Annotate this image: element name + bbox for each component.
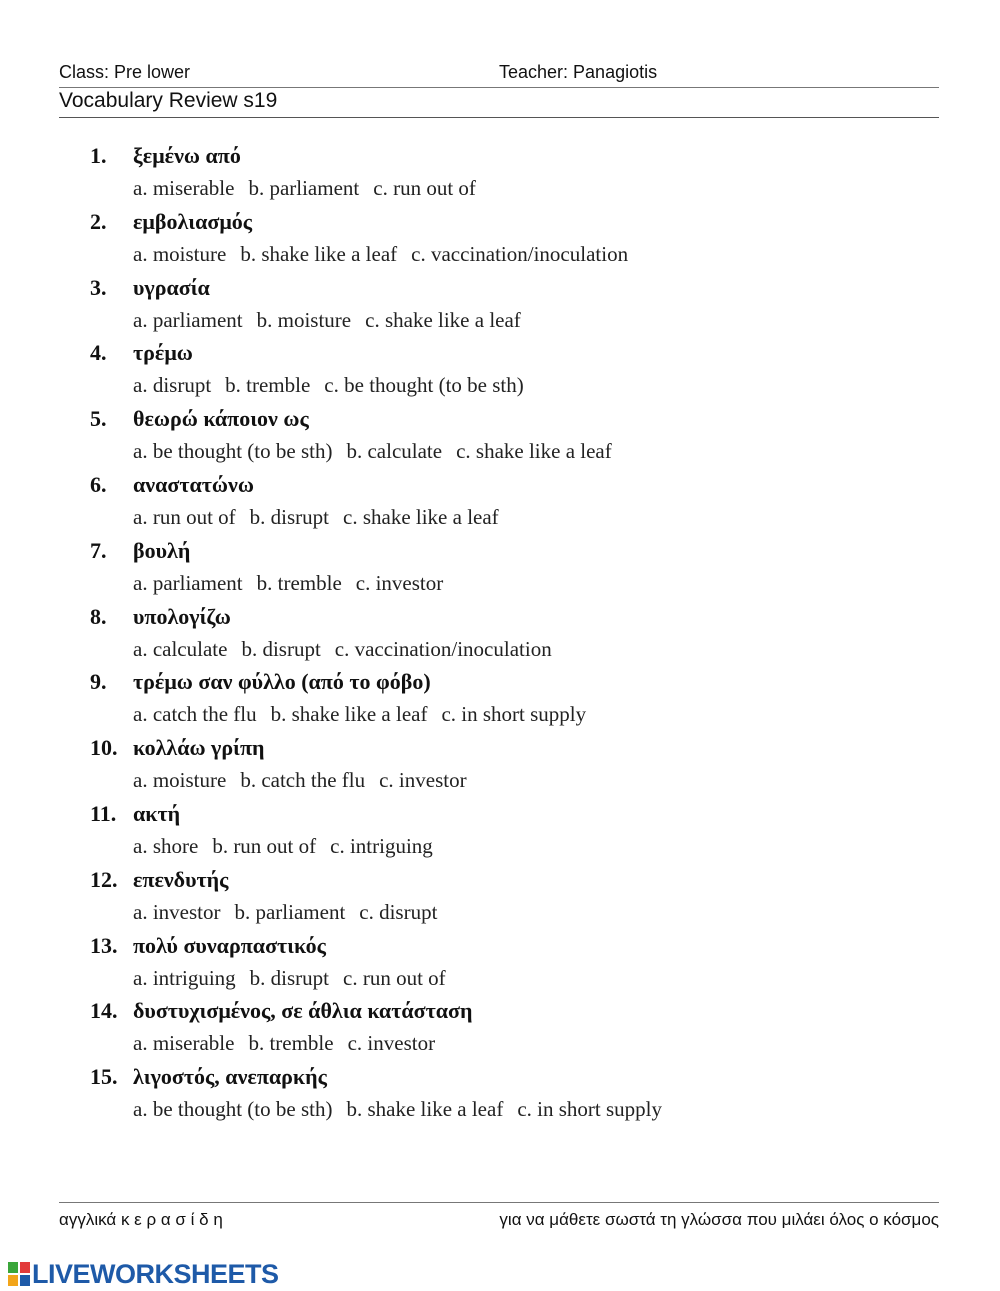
question-number: 14. <box>90 998 118 1024</box>
class-label: Class: Pre lower <box>59 62 191 82</box>
question-text: δυστυχισμένος, σε άθλια κατάσταση <box>133 998 473 1024</box>
question-item <box>0 406 1000 472</box>
answer-options <box>133 308 535 333</box>
question-item <box>0 933 1000 999</box>
answer-option[interactable]: a. catch the flu <box>133 702 257 727</box>
question-item <box>0 538 1000 604</box>
question-text: ξεμένω από <box>133 143 241 168</box>
answer-options <box>133 1097 676 1122</box>
question-item <box>0 275 1000 341</box>
answer-option[interactable]: b. tremble <box>225 373 311 398</box>
answer-option[interactable]: b. moisture <box>256 307 352 332</box>
liveworksheets-logo[interactable] <box>8 1259 279 1289</box>
answer-option[interactable]: b. tremble <box>248 1031 334 1056</box>
logo-text: LIVEWORKSHEETS <box>32 1258 279 1289</box>
teacher-label: Teacher: Panagiotis <box>499 62 658 82</box>
question-number: 12. <box>90 866 118 892</box>
answer-options <box>133 176 490 201</box>
answer-option[interactable]: a. investor <box>133 899 221 924</box>
question-text: υγρασία <box>133 274 210 300</box>
question-number: 2. <box>90 208 107 234</box>
question-number: 11. <box>90 800 117 826</box>
footer-right-text: για να μάθετε σωστά τη γλώσσα που μιλάει όλος ο κόσμος <box>499 1210 939 1229</box>
question-text: βουλή <box>133 537 191 563</box>
answer-option[interactable]: a. intriguing <box>133 965 236 990</box>
question-text: αναστατώνω <box>133 471 254 497</box>
question-number: 5. <box>90 406 107 432</box>
worksheet-header <box>59 62 939 86</box>
question-number: 3. <box>90 274 107 300</box>
answer-options <box>133 900 451 925</box>
answer-option[interactable]: b. shake like a leaf <box>346 1097 504 1122</box>
question-item <box>0 867 1000 933</box>
answer-options <box>133 439 626 464</box>
answer-option[interactable]: c. investor <box>379 768 467 793</box>
question-text: κολλάω γρίπη <box>133 735 265 761</box>
answer-option[interactable]: b. disrupt <box>249 504 329 529</box>
question-text: τρέμω <box>133 340 193 366</box>
question-item <box>0 735 1000 801</box>
question-text: θεωρώ κάποιον ως <box>133 406 309 432</box>
answer-option[interactable]: c. in short supply <box>517 1097 662 1122</box>
answer-option[interactable]: a. miserable <box>133 176 235 200</box>
answer-options <box>133 768 481 793</box>
answer-option[interactable]: a. run out of <box>133 504 236 529</box>
answer-option[interactable]: c. shake like a leaf <box>365 307 521 332</box>
question-text: πολύ συναρπαστικός <box>133 932 326 958</box>
title-divider <box>59 117 939 118</box>
answer-options <box>133 637 566 662</box>
answer-option[interactable]: c. intriguing <box>330 833 433 858</box>
answer-option[interactable]: b. shake like a leaf <box>270 702 428 727</box>
question-text: υπολογίζω <box>133 603 231 629</box>
answer-options <box>133 505 513 530</box>
question-text: ακτή <box>133 800 181 826</box>
page-title: Vocabulary Review s19 <box>59 89 278 112</box>
answer-options <box>133 1031 449 1056</box>
question-item <box>0 801 1000 867</box>
answer-option[interactable]: c. run out of <box>373 176 476 200</box>
answer-option[interactable]: c. shake like a leaf <box>456 439 612 464</box>
answer-option[interactable]: c. vaccination/inoculation <box>334 636 552 661</box>
question-item <box>0 998 1000 1064</box>
question-list <box>0 143 1000 1130</box>
question-number: 13. <box>90 932 118 958</box>
answer-option[interactable]: b. disrupt <box>241 636 321 661</box>
header-divider <box>59 87 939 88</box>
question-text: εμβολιασμός <box>133 208 253 234</box>
answer-option[interactable]: a. shore <box>133 833 199 858</box>
answer-option[interactable]: c. vaccination/inoculation <box>411 241 629 266</box>
answer-option[interactable]: a. moisture <box>133 241 227 266</box>
answer-option[interactable]: c. run out of <box>343 965 446 990</box>
question-number: 10. <box>90 735 118 761</box>
question-item <box>0 472 1000 538</box>
answer-option[interactable]: c. in short supply <box>441 702 587 727</box>
question-number: 15. <box>90 1064 118 1090</box>
answer-option[interactable]: a. be thought (to be sth) <box>133 1097 333 1122</box>
question-text: λιγοστός, ανεπαρκής <box>133 1064 327 1090</box>
question-number: 6. <box>90 471 107 497</box>
answer-option[interactable]: a. miserable <box>133 1031 235 1056</box>
question-number: 1. <box>90 143 107 168</box>
question-number: 4. <box>90 340 107 366</box>
question-item <box>0 143 1000 209</box>
question-item <box>0 604 1000 670</box>
answer-option[interactable]: b. catch the flu <box>240 768 366 793</box>
question-text: επενδυτής <box>133 866 229 892</box>
answer-option[interactable]: b. calculate <box>346 439 443 464</box>
answer-options <box>133 373 538 398</box>
answer-option[interactable]: b. disrupt <box>249 965 329 990</box>
answer-options <box>133 571 457 596</box>
answer-option[interactable]: c. be thought (to be sth) <box>324 373 524 398</box>
answer-option[interactable]: a. parliament <box>133 570 243 595</box>
footer-left-text: αγγλικά κ ε ρ α σ ί δ η <box>59 1210 223 1229</box>
answer-options <box>133 702 600 727</box>
answer-option[interactable]: b. tremble <box>256 570 342 595</box>
answer-options <box>133 966 460 991</box>
answer-option[interactable]: c. investor <box>347 1031 436 1056</box>
answer-option[interactable]: a. calculate <box>133 636 228 661</box>
answer-option[interactable]: b. parliament <box>234 899 346 924</box>
answer-option[interactable]: a. moisture <box>133 768 227 793</box>
question-item <box>0 669 1000 735</box>
answer-option[interactable]: a. disrupt <box>133 373 212 398</box>
answer-options <box>133 242 642 267</box>
question-number: 9. <box>90 669 107 695</box>
answer-option[interactable]: b. parliament <box>248 176 360 200</box>
answer-option[interactable]: c. investor <box>355 570 444 595</box>
answer-option[interactable]: a. be thought (to be sth) <box>133 439 333 464</box>
question-item <box>0 209 1000 275</box>
answer-option[interactable]: c. shake like a leaf <box>343 504 499 529</box>
question-item <box>0 340 1000 406</box>
logo-grid-icon <box>8 1262 30 1286</box>
question-number: 8. <box>90 603 107 629</box>
answer-option[interactable]: b. run out of <box>212 833 317 858</box>
answer-option[interactable]: a. parliament <box>133 307 243 332</box>
answer-options <box>133 834 447 859</box>
answer-option[interactable]: b. shake like a leaf <box>240 241 398 266</box>
question-text: τρέμω σαν φύλλο (από το φόβο) <box>133 669 431 695</box>
question-item <box>0 1064 1000 1130</box>
question-number: 7. <box>90 537 107 563</box>
answer-option[interactable]: c. disrupt <box>359 899 438 924</box>
footer-divider <box>59 1202 939 1203</box>
